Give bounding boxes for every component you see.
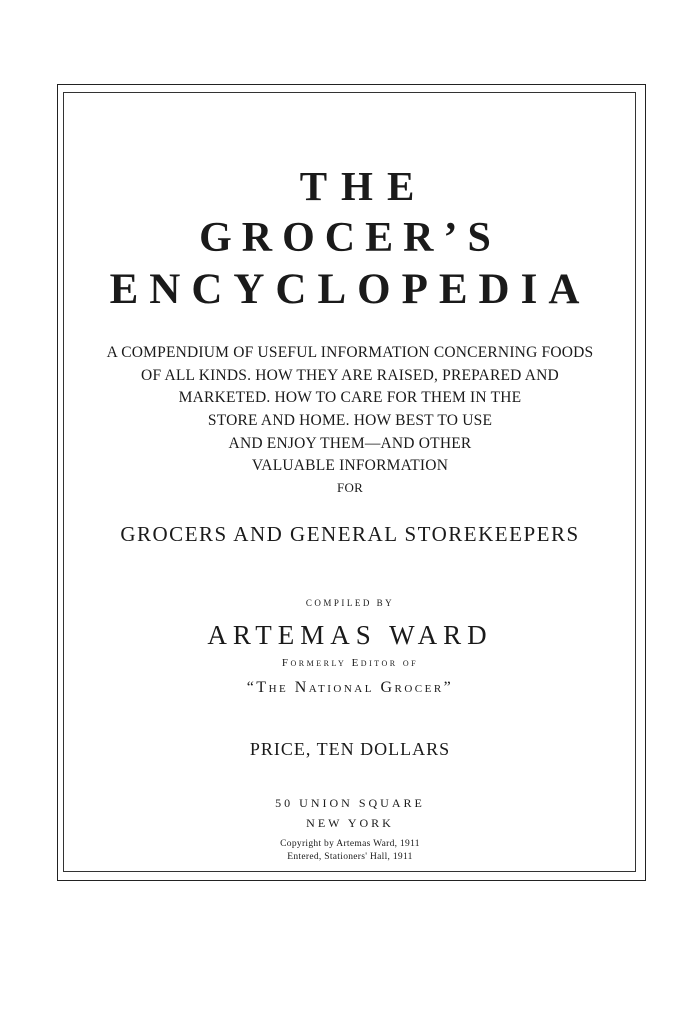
address-city: NEW YORK	[306, 816, 394, 830]
price-line: PRICE, TEN DOLLARS	[249, 739, 451, 759]
copyright-line: Entered, Stationers' Hall, 1911	[287, 852, 413, 862]
description-line: STORE AND HOME. HOW BEST TO USE	[207, 412, 493, 429]
description-line: OF ALL KINDS. HOW THEY ARE RAISED, PREPARED AND	[141, 367, 559, 384]
description-line-for: FOR	[337, 480, 363, 495]
author-former-role: Formerly Editor of	[281, 657, 419, 669]
copyright-line: Copyright by Artemas Ward, 1911	[280, 839, 420, 849]
author-name: ARTEMAS WARD	[207, 620, 493, 650]
audience-heading: GROCERS AND GENERAL STOREKEEPERS	[120, 522, 580, 546]
compiled-by-label: COMPILED BY	[305, 598, 395, 608]
title-line-grocers: GROCER’S	[199, 215, 501, 261]
description-line: MARKETED. HOW TO CARE FOR THEM IN THE	[178, 389, 522, 406]
description-line: AND ENJOY THEM—AND OTHER	[228, 435, 472, 452]
title-line-encyclopedia: ENCYCLOPEDIA	[109, 266, 591, 313]
title-line-the: THE	[299, 163, 429, 209]
description-line: VALUABLE INFORMATION	[251, 457, 449, 474]
publication-name: “The National Grocer”	[246, 679, 454, 696]
description-line: A COMPENDIUM OF USEFUL INFORMATION CONCERNING FOODS	[106, 344, 594, 361]
address-street: 50 UNION SQUARE	[275, 796, 425, 810]
